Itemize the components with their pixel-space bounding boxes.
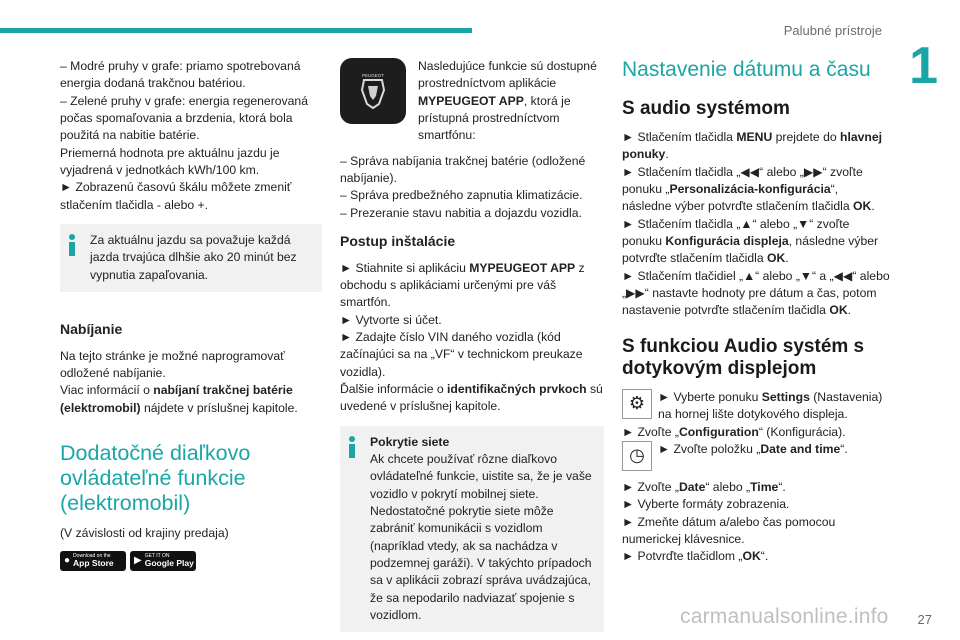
install-heading: Postup inštalácie xyxy=(340,232,456,249)
google-play-badge[interactable]: ▶ GET IT ON Google Play xyxy=(130,551,196,571)
info-text: Ak chcete používať rôzne diaľkovo ovládateľné funkcie, uistite sa, že je vaše vozidlo v pokrytí mobilnej siete. Nedostatočné pokrytie siete môže zabrániť komunikácii s vozidlom (napríklad vtedy, ak sa nachádza v podzemnej garáži). V takýchto prípadoch sa v aplikácii zobrazí správa uvádzajúca, že sa nepodarilo nadviazať spojenie s vozidlom. xyxy=(370,452,592,623)
install-step: ► Stiahnite si aplikáciu MYPEUGEOT APP z obchodu s aplikáciami určenými pre váš smartfón. xyxy=(340,260,585,310)
touch-step: ► Zvoľte „Configuration“ (Konfigurácia). xyxy=(622,424,846,439)
apple-icon: ● xyxy=(64,554,71,566)
info-icon xyxy=(348,436,356,458)
touch-step: ◷ ► Zvoľte položku „Date and time“. xyxy=(622,441,890,471)
charging-reference: Viac informácií o nabíjaní trakčnej batérie (elektromobil) nájdete v príslušnej kapitole. xyxy=(60,383,298,415)
audio-heading: S audio systémom xyxy=(622,98,790,120)
audio-step: ► Stlačením tlačidiel „▲“ alebo „▼“ a „◀◀“ alebo „▶▶“ nastavte hodnoty pre dátum a čas, potom nastavenie potvrďte stlačením tlačidla OK. xyxy=(622,268,890,318)
touch-step: ► Zvoľte „Date“ alebo „Time“. xyxy=(622,480,786,495)
charging-text: Na tejto stránke je možné naprogramovať odložené nabíjanie. xyxy=(60,348,285,381)
touchscreen-heading: S funkciou Audio systém s dotykovým displejom xyxy=(622,335,865,380)
list-item: – Prezeranie stavu nabitia a dojazdu vozidla. xyxy=(340,205,582,220)
header-accent-bar xyxy=(0,28,472,33)
touch-step: ► Potvrďte tlačidlom „OK“. xyxy=(622,549,769,564)
lion-icon xyxy=(348,66,398,116)
date-time-heading: Nastavenie dátumu a času xyxy=(622,58,871,81)
network-info-box xyxy=(340,426,604,633)
app-store-badge[interactable]: ● Download on the App Store xyxy=(60,551,126,571)
touch-step: ► Vyberte formáty zobrazenia. xyxy=(622,497,790,512)
app-intro: Nasledujúce funkcie sú dostupné prostredníctvom aplikácie MYPEUGEOT APP, ktorá je prístupná prostredníctvom smartfónu: xyxy=(418,59,597,143)
info-box xyxy=(60,224,322,292)
column-1 xyxy=(60,58,322,571)
audio-step: ► Stlačením tlačidla MENU prejdete do hlavnej ponuky. xyxy=(622,129,883,162)
info-text: Za aktuálnu jazdu sa považuje každá jazda trvajúca dlhšie ako 20 minút bez vypnutia zapaľovania. xyxy=(90,232,297,282)
chapter-number: 1 xyxy=(909,37,938,95)
column-2 xyxy=(340,58,604,632)
text-line: – Modré pruhy v grafe: priamo spotrebovaná energia dodaná trakčnou batériou. xyxy=(60,59,301,91)
audio-step: ► Stlačením tlačidla „▲“ alebo „▼“ zvoľte ponuku Konfigurácia displeja, následne výber potvrďte stlačením tlačidla OK. xyxy=(622,216,879,266)
remote-functions-heading: Dodatočné diaľkovo ovládateľné funkcie (elektromobil) xyxy=(60,441,251,515)
list-item: – Správa nabíjania trakčnej batérie (odložené nabíjanie). xyxy=(340,153,586,185)
peugeot-app-logo xyxy=(340,58,406,124)
info-title: Pokrytie siete xyxy=(370,434,450,449)
text-line: – Zelené pruhy v grafe: energia regenerovaná počas spomaľovania a brzdenia, ktorá bola použitá na nabitie batérie. xyxy=(60,93,308,143)
section-title: Palubné prístroje xyxy=(783,23,882,38)
list-item: – Správa predbežného zapnutia klimatizácie. xyxy=(340,188,583,203)
store-badges xyxy=(60,551,322,571)
charging-heading: Nabíjanie xyxy=(60,320,123,337)
install-reference: Ďalšie informácie o identifikačných prvkoch sú uvedené v príslušnej kapitole. xyxy=(340,382,603,414)
page-number: 27 xyxy=(917,612,932,627)
audio-step: ► Stlačením tlačidla „◀◀“ alebo „▶▶“ zvoľte ponuku „Personalizácia-konfigurácia“, následne výber potvrďte stlačením tlačidla OK. xyxy=(622,164,875,214)
text-line: ► Zobrazenú časovú škálu môžete zmeniť stlačením tlačidla - alebo +. xyxy=(60,180,292,212)
touch-step: ► Zmeňte dátum a/alebo čas pomocou numerickej klávesnice. xyxy=(622,514,836,547)
info-icon xyxy=(68,234,76,256)
play-icon: ▶ xyxy=(134,554,142,566)
watermark: carmanualsonline.info xyxy=(680,605,889,628)
text-line: Priemerná hodnota pre aktuálnu jazdu je vyjadrená v jednotkách kWh/100 km. xyxy=(60,145,280,177)
region-note: (V závislosti od krajiny predaja) xyxy=(60,526,229,541)
install-step: ► Vytvorte si účet. xyxy=(340,312,442,327)
column-3 xyxy=(622,58,890,566)
install-step: ► Zadajte číslo VIN daného vozidla (kód začínajúci sa na „VF“ v technickom preukaze vozidla). xyxy=(340,330,583,379)
clock-icon: ◷ xyxy=(622,441,652,471)
svg-text:PEUGEOT: PEUGEOT xyxy=(361,73,385,78)
gear-icon: ⚙ xyxy=(622,389,652,419)
touch-step: ⚙ ► Vyberte ponuku Settings (Nastavenia) na hornej lište dotykového displeja. xyxy=(622,389,890,424)
